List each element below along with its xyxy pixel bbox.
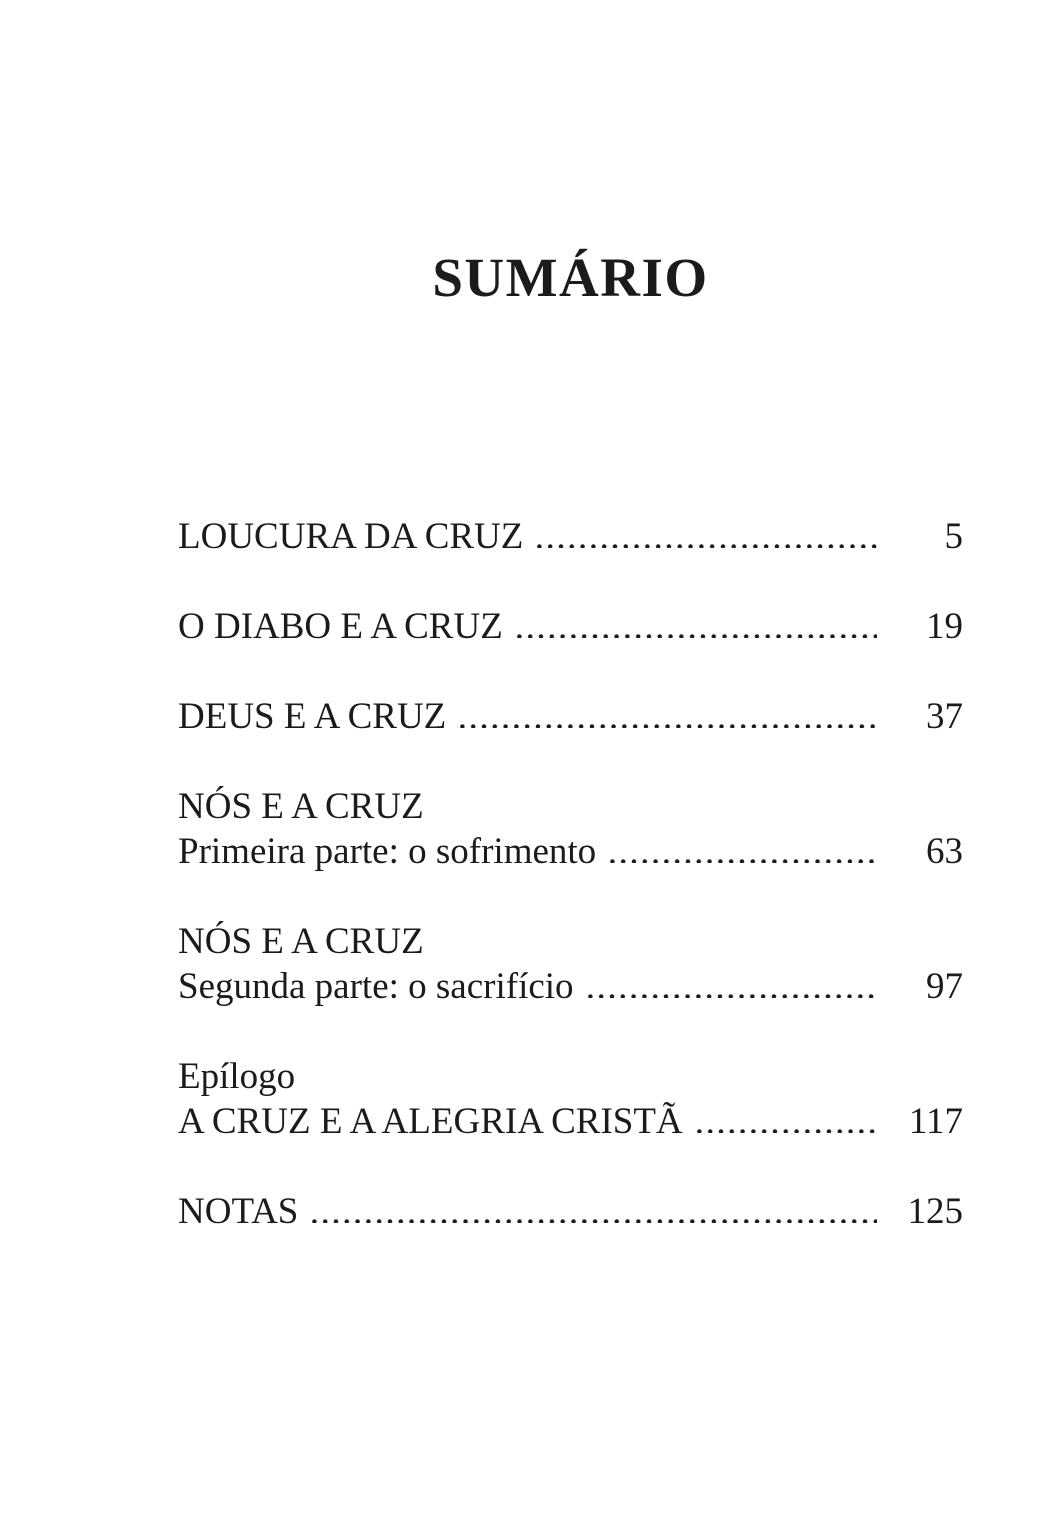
toc-entry-row	[178, 604, 963, 649]
toc-entry	[178, 514, 963, 559]
toc-entry-title: LOUCURA DA CRUZ	[178, 516, 524, 557]
dot-leader	[585, 993, 877, 998]
toc-entry-heading-line: Epílogo	[178, 1056, 296, 1097]
toc-entry-title: Primeira parte: o sofrimento	[178, 831, 597, 872]
toc-entry-title: Segunda parte: o sacrifício	[178, 966, 574, 1007]
toc-entry-title: A CRUZ E A ALEGRIA CRISTÃ	[178, 1101, 683, 1142]
dot-leader	[534, 543, 877, 548]
toc-entry-row	[178, 964, 963, 1009]
dot-leader	[694, 1128, 877, 1133]
dot-leader	[457, 723, 877, 728]
dot-leader	[514, 633, 877, 638]
page-number: 19	[926, 606, 963, 647]
toc-entry	[178, 1189, 963, 1234]
toc-entry-heading-line: NÓS E A CRUZ	[178, 921, 424, 962]
toc-entry	[178, 1054, 963, 1144]
toc-entry-title: NOTAS	[178, 1191, 299, 1232]
toc-entry	[178, 604, 963, 649]
toc-entry-row	[178, 514, 963, 559]
toc-entry-row	[178, 829, 963, 874]
toc-entry-title: O DIABO E A CRUZ	[178, 606, 503, 647]
dot-leader	[607, 858, 877, 863]
toc-entry-row	[178, 1189, 963, 1234]
page-number: 5	[944, 516, 963, 557]
toc-entry-row	[178, 694, 963, 739]
toc-entry	[178, 919, 963, 1009]
page-title: SUMÁRIO	[432, 247, 709, 308]
toc-list	[178, 514, 963, 1234]
toc-entry-heading-line: NÓS E A CRUZ	[178, 786, 424, 827]
dot-leader	[309, 1218, 877, 1223]
page-number: 63	[926, 831, 963, 872]
toc-entry	[178, 694, 963, 739]
page-number: 37	[926, 696, 963, 737]
page-number: 117	[908, 1101, 963, 1142]
page-number: 125	[907, 1191, 963, 1232]
toc-entry-row	[178, 1099, 963, 1144]
toc-entry	[178, 784, 963, 874]
toc-entry-title: DEUS E A CRUZ	[178, 696, 447, 737]
page-number: 97	[926, 966, 963, 1007]
